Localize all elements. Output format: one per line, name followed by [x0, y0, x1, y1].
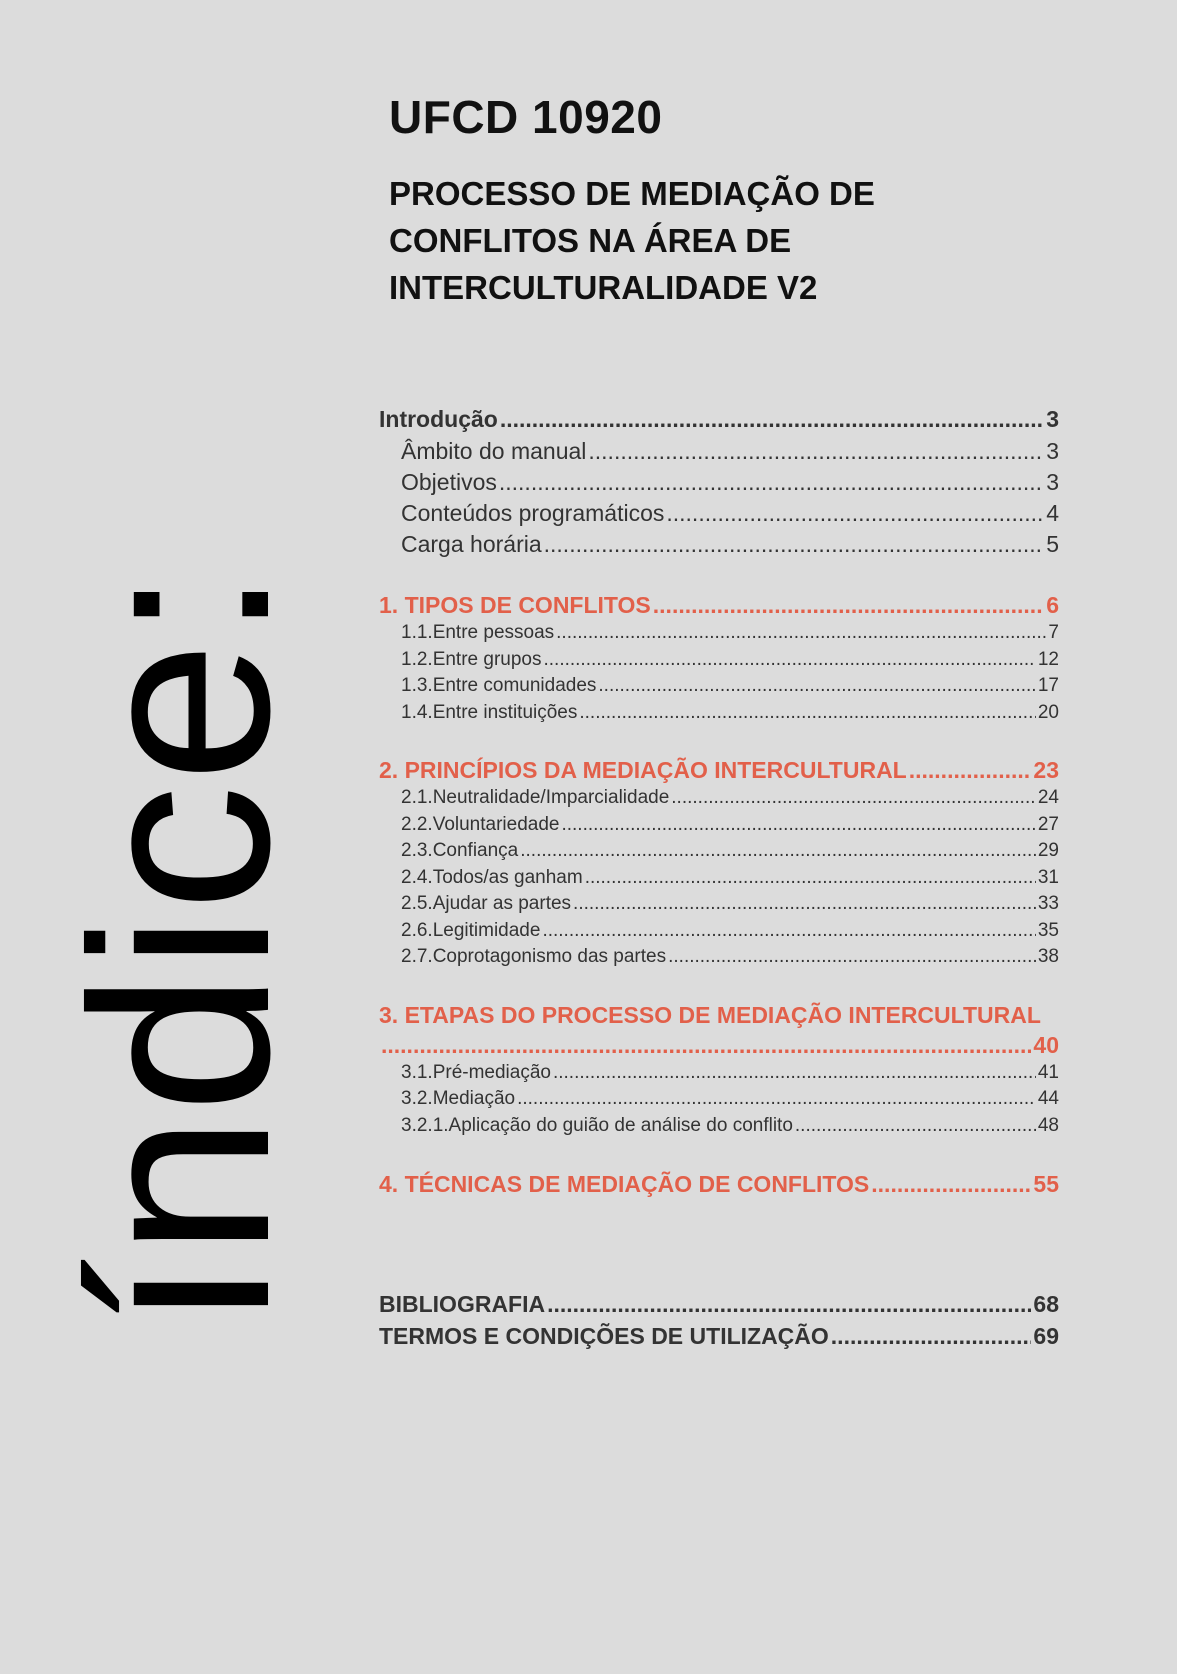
index-heading: índice:	[38, 566, 322, 1330]
dot-leader	[500, 406, 1044, 433]
toc-page: 48	[1037, 1114, 1059, 1136]
toc-section-3[interactable]	[379, 1002, 1059, 1062]
dot-leader	[588, 438, 1044, 465]
toc-entry[interactable]	[379, 893, 1059, 920]
dot-leader	[499, 469, 1044, 496]
dot-leader	[666, 500, 1044, 527]
toc-entry-terms[interactable]	[379, 1323, 1059, 1355]
toc-page: 33	[1037, 893, 1059, 914]
toc-page: 40	[1033, 1031, 1059, 1058]
toc-page: 3	[1046, 438, 1059, 464]
toc-page: 29	[1037, 840, 1059, 861]
toc-label: 2.3.Confiança	[401, 840, 519, 861]
toc-label: Introdução	[379, 406, 498, 432]
toc-page: 7	[1048, 622, 1059, 643]
dot-leader	[653, 592, 1044, 619]
toc-entry[interactable]	[379, 1088, 1059, 1115]
dot-leader	[561, 814, 1035, 836]
dot-leader	[517, 1088, 1036, 1110]
toc-label: 2.6.Legitimidade	[401, 919, 541, 941]
toc-label: BIBLIOGRAFIA	[379, 1291, 546, 1317]
toc-label: 1.2.Entre grupos	[401, 648, 542, 670]
title-line: INTERCULTURALIDADE V2	[389, 269, 818, 306]
toc-label: Conteúdos programáticos	[401, 500, 665, 526]
toc-label: 4. TÉCNICAS DE MEDIAÇÃO DE CONFLITOS	[379, 1171, 870, 1197]
toc-entry[interactable]	[379, 438, 1059, 469]
toc-label: 3. ETAPAS DO PROCESSO DE MEDIAÇÃO INTERCULTURAL	[379, 1001, 1041, 1028]
dot-leader	[543, 649, 1035, 671]
toc-page: 4	[1046, 500, 1059, 526]
toc-entry[interactable]	[379, 675, 1059, 702]
toc-entry[interactable]	[379, 840, 1059, 867]
toc-page: 27	[1037, 813, 1059, 835]
toc-label: 1.4.Entre instituições	[401, 701, 578, 723]
toc-page: 55	[1033, 1171, 1059, 1197]
toc-entry[interactable]	[379, 946, 1059, 973]
dot-leader	[671, 787, 1036, 809]
toc-page: 69	[1033, 1323, 1059, 1349]
toc-page: 44	[1037, 1088, 1059, 1109]
toc-page: 17	[1037, 675, 1059, 696]
toc-entry[interactable]	[379, 867, 1059, 894]
table-of-contents	[379, 406, 1059, 1355]
dot-leader	[573, 893, 1036, 915]
toc-page: 68	[1033, 1291, 1059, 1317]
toc-entry[interactable]	[379, 920, 1059, 947]
toc-label: 1. TIPOS DE CONFLITOS	[379, 592, 651, 618]
toc-entry[interactable]	[379, 469, 1059, 500]
toc-label: 1.3.Entre comunidades	[401, 675, 597, 696]
toc-label: 2.5.Ajudar as partes	[401, 893, 572, 914]
dot-leader	[544, 531, 1045, 558]
toc-page: 38	[1037, 946, 1059, 967]
toc-section-2[interactable]	[379, 757, 1059, 787]
toc-label: 2. PRINCÍPIOS DA MEDIAÇÃO INTERCULTURAL	[379, 757, 907, 783]
dot-leader	[542, 920, 1035, 942]
toc-entry[interactable]	[379, 787, 1059, 814]
toc-entry-bibliography[interactable]	[379, 1291, 1059, 1323]
dot-leader	[547, 1291, 1031, 1318]
toc-page: 5	[1046, 531, 1059, 557]
toc-label: 2.7.Coprotagonismo das partes	[401, 946, 667, 967]
toc-label: 2.2.Voluntariedade	[401, 813, 560, 835]
dot-leader	[579, 702, 1035, 724]
dot-leader	[553, 1062, 1036, 1084]
toc-entry[interactable]	[379, 814, 1059, 841]
dot-leader	[795, 1115, 1036, 1137]
dot-leader	[598, 675, 1035, 697]
toc-page: 31	[1037, 866, 1059, 888]
toc-entry[interactable]	[379, 500, 1059, 531]
document-title	[389, 170, 949, 311]
toc-label: 3.2.1.Aplicação do guião de análise do conflito	[401, 1114, 793, 1136]
toc-page: 3	[1046, 406, 1059, 432]
toc-section-1[interactable]	[379, 592, 1059, 622]
toc-page: 24	[1037, 787, 1059, 808]
toc-page: 20	[1037, 701, 1059, 723]
toc-entry[interactable]	[379, 622, 1059, 649]
toc-entry[interactable]	[379, 649, 1059, 676]
toc-label: 2.1.Neutralidade/Imparcialidade	[401, 787, 670, 808]
toc-section-4[interactable]	[379, 1171, 1059, 1201]
toc-label: 1.1.Entre pessoas	[401, 622, 555, 643]
dot-leader	[668, 946, 1036, 968]
toc-page: 12	[1037, 648, 1059, 670]
title-line: PROCESSO DE MEDIAÇÃO DE	[389, 175, 875, 212]
toc-label: Âmbito do manual	[401, 438, 587, 464]
toc-page: 41	[1037, 1061, 1059, 1083]
toc-label: 3.2.Mediação	[401, 1088, 516, 1109]
toc-page: 35	[1037, 919, 1059, 941]
toc-page: 23	[1033, 757, 1059, 783]
toc-entry[interactable]	[379, 1062, 1059, 1089]
toc-label: Objetivos	[401, 469, 497, 495]
toc-entry[interactable]	[379, 702, 1059, 729]
dot-leader	[871, 1171, 1031, 1198]
title-line: CONFLITOS NA ÁREA DE	[389, 222, 792, 259]
dot-leader	[381, 1032, 1031, 1059]
toc-page: 3	[1046, 469, 1059, 495]
toc-label: 3.1.Pré-mediação	[401, 1061, 551, 1083]
course-code: UFCD 10920	[389, 91, 663, 143]
toc-label: TERMOS E CONDIÇÕES DE UTILIZAÇÃO	[379, 1323, 829, 1349]
dot-leader	[520, 840, 1036, 862]
dot-leader	[556, 622, 1046, 644]
dot-leader	[831, 1323, 1032, 1350]
toc-page: 6	[1046, 592, 1059, 618]
toc-label: Carga horária	[401, 531, 542, 557]
toc-label: 2.4.Todos/as ganham	[401, 866, 583, 888]
dot-leader	[909, 757, 1032, 784]
toc-entry[interactable]	[379, 1115, 1059, 1142]
dot-leader	[585, 867, 1036, 889]
toc-entry[interactable]	[379, 531, 1059, 562]
toc-entry-intro[interactable]	[379, 406, 1059, 438]
